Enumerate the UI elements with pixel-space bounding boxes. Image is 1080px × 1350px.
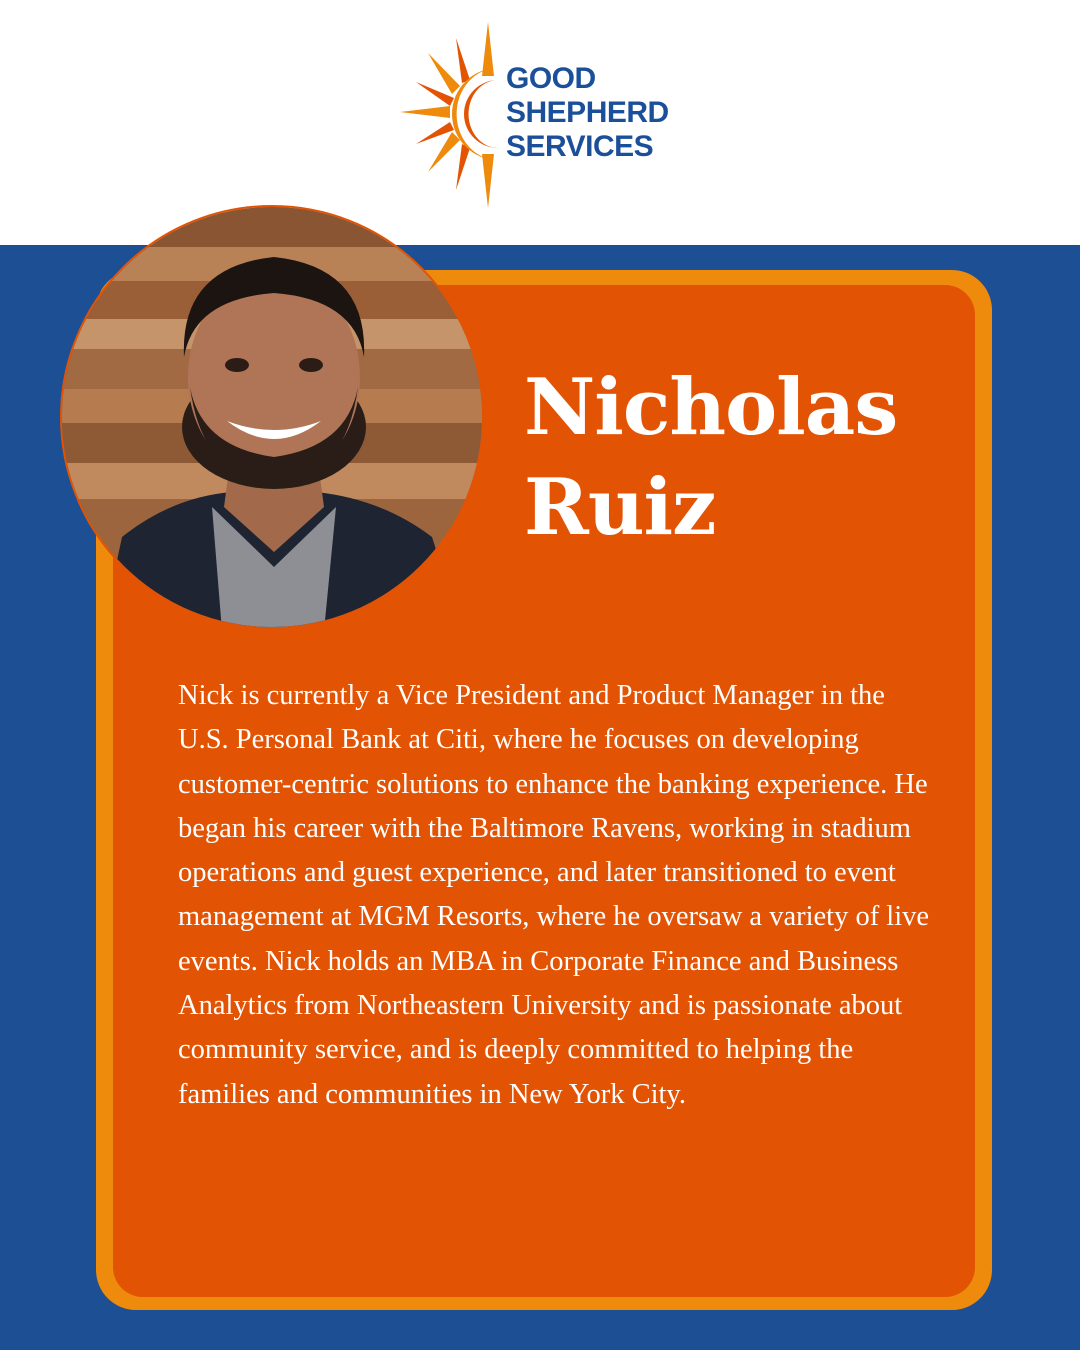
bio-paragraph: Nick is currently a Vice President and Product Manager in the U.S. Personal Bank at Citi, where he focuses on developing customer-centric solutions to enhance the banking experience. He began his career with the Baltimore Ravens, working in stadium operations and guest experience, and later transitioned to event management at MGM Resorts, where he oversaw a variety of live events. Nick holds an MBA in Corporate Finance and Business Analytics from Northeastern University and is passionate about community service, and is deeply committed to helping the families and communities in New York City. [178,680,930,1110]
logo-line-3: SERVICES [506,130,654,163]
logo-wordmark [506,62,669,164]
bio-text [178,674,938,1117]
logo-line-1: GOOD [506,62,596,95]
sun-icon [398,20,508,210]
good-shepherd-logo [398,20,698,210]
portrait-image [62,207,484,629]
logo-line-2: SHEPHERD [506,96,669,129]
first-name: Nicholas [524,362,898,453]
header [0,0,1080,245]
profile-photo [60,205,484,629]
last-name: Ruiz [524,462,716,553]
person-name [524,358,964,558]
